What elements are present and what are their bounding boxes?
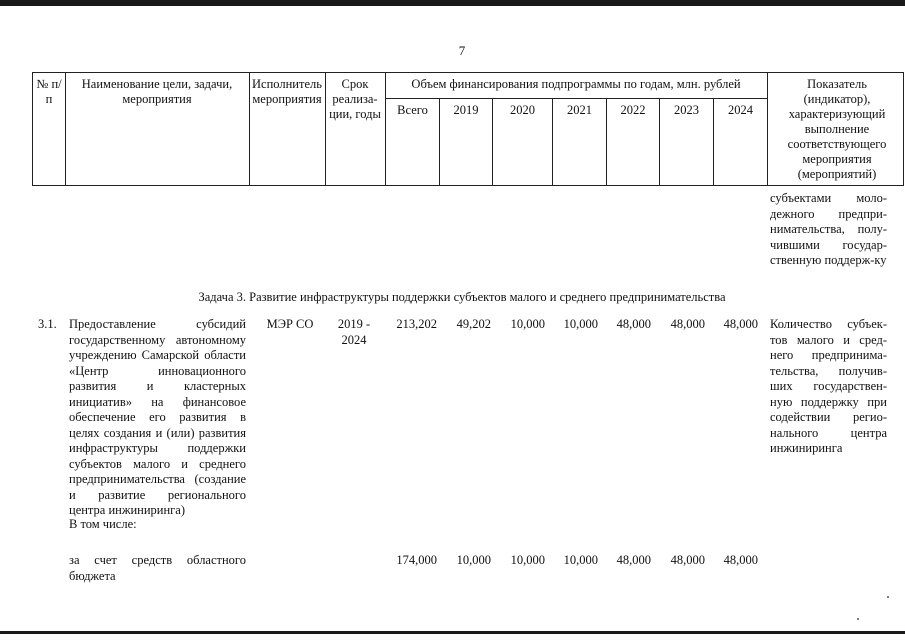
header-year: 2022 [620,103,646,117]
header-term: Срок реализа-ции, годы [329,77,381,121]
continued-indicator-text: субъектами моло-дежного предпри-нимательства, полу-чившими государ-ственную поддерж-ку [770,191,887,267]
row-term: 2019 - 2024 [337,317,371,347]
row-indicator: Количество субъек-тов малого и сред-него предпринима-тельства, получив-ших государствен-ную поддержку при содействии регио-нального центра инжиниринга [770,317,887,455]
header-executor: Исполнитель мероприятия [252,77,322,106]
row-value-2024: 48,000 [723,317,758,331]
header-year: 2023 [674,103,699,117]
funding-divider [385,98,767,99]
regional-value-2019: 10,000 [456,553,491,567]
scan-speck [887,596,889,598]
regional-value-2022: 48,000 [616,553,651,567]
header-funding: Объем финансирования подпрограммы по годам, млн. рублей [411,77,741,91]
col-divider [767,73,768,185]
header-year: 2020 [510,103,535,117]
header-total: Всего [397,103,428,117]
header-year: 2019 [453,103,479,117]
col-divider [249,73,250,185]
regional-row-total: 174,000 [396,553,437,567]
header-year: 2024 [728,103,753,117]
row-value-2021: 10,000 [563,317,598,331]
bottom-border [0,631,905,634]
row-number: 3.1. [38,317,57,331]
header-indicator: Показатель (индикатор), характеризующий выполнение соответствующего мероприятия (мероприятий) [787,77,887,181]
regional-value-2021: 10,000 [563,553,598,567]
row-total: 213,202 [396,317,437,331]
header-name: Наименование цели, задачи, мероприятия [81,77,233,106]
scan-speck [857,618,859,620]
page-number: 7 [458,43,466,58]
row-value-2023: 48,000 [670,317,705,331]
row-value-2019: 49,202 [456,317,491,331]
regional-value-2024: 48,000 [723,553,758,567]
regional-value-2023: 48,000 [670,553,705,567]
including-label: В том числе: [69,517,137,531]
row-executor: МЭР СО [266,317,314,331]
row-name: Предоставление субсидий государственному автономному учреждению Самарской области «Центр инновационного развития и кластерных инициатив» на финансовое обеспечение его развития в целях создания и (или) развития инфраструктуры поддержки субъектов малого и среднего предпринимательства (создание и развитие регионального центра инжиниринга) [69,317,246,517]
header-year: 2021 [567,103,592,117]
task-heading: Задача 3. Развитие инфраструктуры поддержки субъектов малого и среднего предпринимательства [198,290,726,304]
col-divider [65,73,66,185]
regional-value-2020: 10,000 [510,553,545,567]
col-divider [385,73,386,185]
table-header [32,72,904,186]
col-divider [325,73,326,185]
header-num: № п/п [36,77,62,106]
regional-row-name: за счет средств областного бюджета [69,553,246,583]
row-value-2020: 10,000 [510,317,545,331]
row-value-2022: 48,000 [616,317,651,331]
top-border [0,0,905,6]
